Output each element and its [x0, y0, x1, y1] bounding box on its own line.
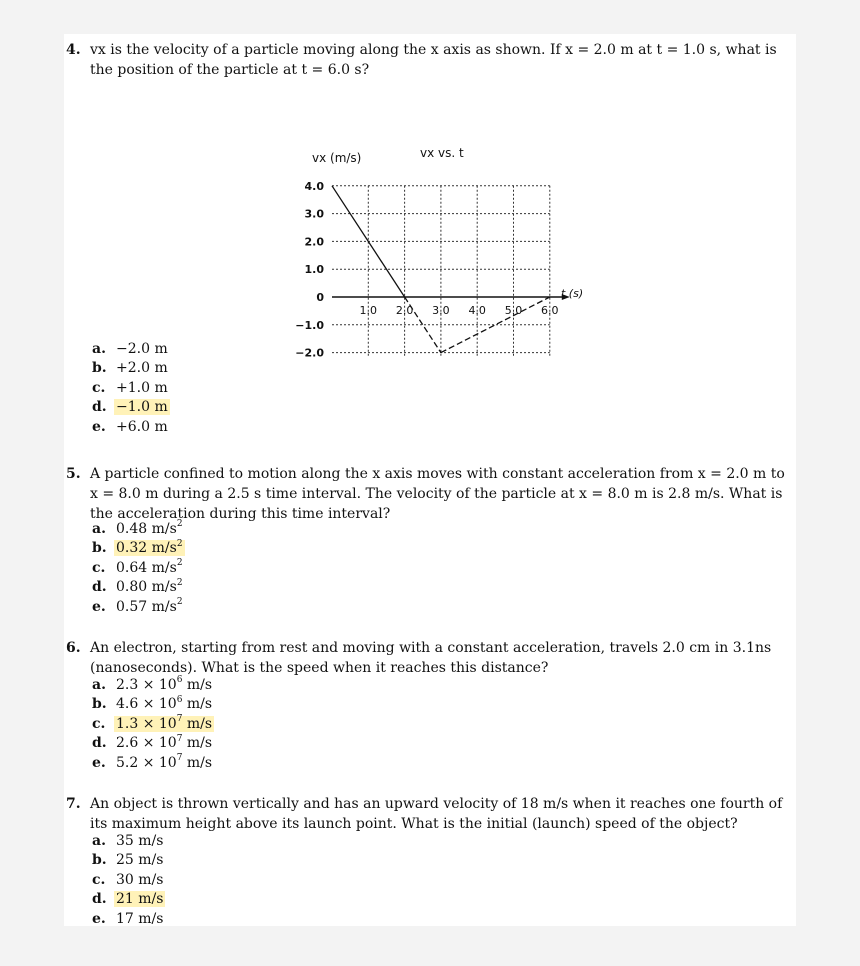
- option-letter: e.: [92, 910, 106, 927]
- option-text-highlighted: [114, 540, 185, 556]
- answer-option: [92, 340, 170, 359]
- option-letter: c.: [92, 379, 106, 396]
- option-value: 30 m/s: [116, 871, 164, 888]
- option-value: 0.57 m/s: [116, 598, 177, 615]
- x-tick-label: 3.0: [432, 304, 450, 317]
- y-tick-label: 2.0: [304, 235, 324, 249]
- question-stem: vx is the velocity of a particle moving along the x axis as shown. If x = 2.0 m at t = 1.0 s, what is the position of the particle at t = 6.0 s?: [90, 42, 777, 78]
- answer-option: [92, 559, 185, 578]
- answer-option: [92, 871, 165, 890]
- answer-option: [92, 398, 170, 417]
- answer-option: [92, 890, 165, 909]
- x-axis-label: t (s): [561, 287, 584, 300]
- y-tick-label: 0: [316, 291, 324, 304]
- option-value: 1.3 × 10: [116, 715, 177, 732]
- option-text-highlighted: [114, 399, 170, 415]
- option-letter: b.: [92, 852, 107, 869]
- answer-option: [92, 379, 170, 398]
- option-text: [114, 419, 170, 435]
- option-letter: a.: [92, 521, 106, 537]
- x-tick-label: 4.0: [468, 304, 486, 317]
- x-tick-label: 6.0: [541, 304, 559, 317]
- option-value: 0.48 m/s: [116, 521, 177, 537]
- option-exponent: 6: [176, 675, 183, 686]
- option-unit: m/s: [182, 677, 213, 693]
- y-tick-label: 1.0: [304, 263, 324, 277]
- option-letter: d.: [92, 735, 107, 752]
- options-q4: [92, 340, 170, 437]
- answer-option: [92, 520, 185, 539]
- option-exponent: 2: [176, 596, 183, 607]
- option-exponent: 7: [176, 752, 183, 763]
- option-text: [114, 521, 185, 537]
- option-value: 2.3 × 10: [116, 677, 177, 693]
- option-exponent: 2: [176, 538, 183, 549]
- option-text: [114, 833, 165, 849]
- option-value: +2.0 m: [116, 360, 168, 377]
- answer-option: [92, 539, 185, 558]
- option-text: [114, 560, 185, 576]
- question-number: 7.: [66, 796, 81, 812]
- question-stem: An object is thrown vertically and has an upward velocity of 18 m/s when it reaches one fourth of its maximum height above its launch point. What is the initial (launch) speed of the object?: [90, 796, 783, 832]
- answer-option: [92, 598, 185, 617]
- option-value: 4.6 × 10: [116, 696, 177, 713]
- option-exponent: 7: [176, 714, 183, 725]
- option-value: 25 m/s: [116, 852, 164, 869]
- answer-option: [92, 851, 165, 870]
- option-text: [114, 911, 165, 927]
- answer-option: [92, 359, 170, 378]
- answer-option: [92, 910, 165, 929]
- option-letter: a.: [92, 341, 106, 357]
- option-letter: c.: [92, 715, 106, 732]
- option-letter: a.: [92, 833, 106, 849]
- option-unit: m/s: [182, 735, 213, 752]
- answer-option: [92, 418, 170, 437]
- x-tick-label: 5.0: [504, 304, 523, 317]
- options-q7: [92, 832, 165, 929]
- graph-axes: [332, 294, 570, 300]
- graph-grid: [332, 186, 550, 357]
- option-letter: c.: [92, 871, 106, 888]
- options-q6: [92, 676, 214, 773]
- chart-title: vx vs. t: [420, 146, 464, 160]
- answer-option: [92, 578, 185, 597]
- option-unit: m/s: [182, 696, 213, 713]
- answer-option: [92, 832, 165, 851]
- option-text: [114, 752, 214, 771]
- option-letter: b.: [92, 696, 107, 713]
- answer-option: [92, 676, 214, 695]
- option-value: 0.80 m/s: [116, 579, 177, 596]
- y-axis-label: vx (m/s): [312, 151, 362, 165]
- question-stem: An electron, starting from rest and moving with a constant acceleration, travels 2.0 cm in 3.1ns (nanoseconds). What is the speed when it reaches this distance?: [90, 640, 772, 676]
- option-value: 0.32 m/s: [116, 540, 177, 557]
- option-letter: c.: [92, 559, 106, 576]
- option-letter: a.: [92, 677, 106, 693]
- option-value: +1.0 m: [116, 379, 168, 396]
- answer-option: [92, 754, 214, 773]
- option-letter: d.: [92, 579, 107, 596]
- y-tick-label: 4.0: [304, 179, 324, 193]
- option-value: 17 m/s: [116, 910, 164, 927]
- option-text: [114, 596, 185, 615]
- option-letter: e.: [92, 418, 106, 435]
- x-tick-label: 2.0: [395, 304, 414, 317]
- option-text: [114, 696, 214, 712]
- y-tick-label: −1.0: [295, 318, 324, 332]
- option-text: [114, 852, 165, 868]
- option-value: 35 m/s: [116, 833, 164, 849]
- option-text: [114, 380, 170, 396]
- option-letter: d.: [92, 399, 107, 416]
- option-value: +6.0 m: [116, 418, 168, 435]
- option-letter: d.: [92, 891, 107, 908]
- y-tick-label: 3.0: [304, 207, 324, 221]
- option-letter: b.: [92, 540, 107, 557]
- question-number: 4.: [66, 42, 81, 58]
- option-text: [114, 341, 170, 357]
- option-value: −1.0 m: [116, 399, 168, 416]
- option-unit: m/s: [182, 754, 213, 771]
- y-tick-label: −2.0: [295, 346, 324, 360]
- option-text-highlighted: [114, 891, 165, 907]
- option-text: [114, 872, 165, 888]
- option-text-highlighted: [114, 716, 214, 732]
- answer-option: [92, 734, 214, 753]
- option-exponent: 2: [176, 519, 183, 530]
- graph-tick-labels: [295, 180, 558, 360]
- question-stem: A particle confined to motion along the x axis moves with constant acceleration from x = 2.0 m to x = 8.0 m during a 2.5 s time interval. The velocity of the particle at x = 8.0 m is 2.8 m/s. What is the acceleration during this time interval?: [90, 466, 785, 522]
- option-exponent: 6: [176, 694, 183, 705]
- x-tick-label: 1.0: [359, 304, 378, 317]
- option-exponent: 2: [176, 577, 183, 588]
- option-value: 21 m/s: [116, 891, 164, 908]
- option-text: [114, 735, 214, 751]
- option-text: [114, 677, 214, 693]
- option-text: [114, 360, 170, 376]
- option-value: −2.0 m: [116, 341, 168, 357]
- option-value: 0.64 m/s: [116, 559, 177, 576]
- document-page: [64, 34, 796, 926]
- options-q5: [92, 520, 185, 617]
- option-value: 5.2 × 10: [116, 754, 177, 771]
- answer-option: [92, 715, 214, 734]
- option-letter: e.: [92, 598, 106, 615]
- question-number: 5.: [66, 466, 81, 482]
- option-value: 2.6 × 10: [116, 735, 177, 752]
- option-exponent: 2: [176, 558, 183, 569]
- question-number: 6.: [66, 640, 81, 656]
- option-unit: m/s: [182, 715, 213, 732]
- option-exponent: 7: [176, 733, 183, 744]
- option-letter: b.: [92, 360, 107, 377]
- option-text: [114, 579, 185, 595]
- option-letter: e.: [92, 754, 106, 771]
- answer-option: [92, 695, 214, 714]
